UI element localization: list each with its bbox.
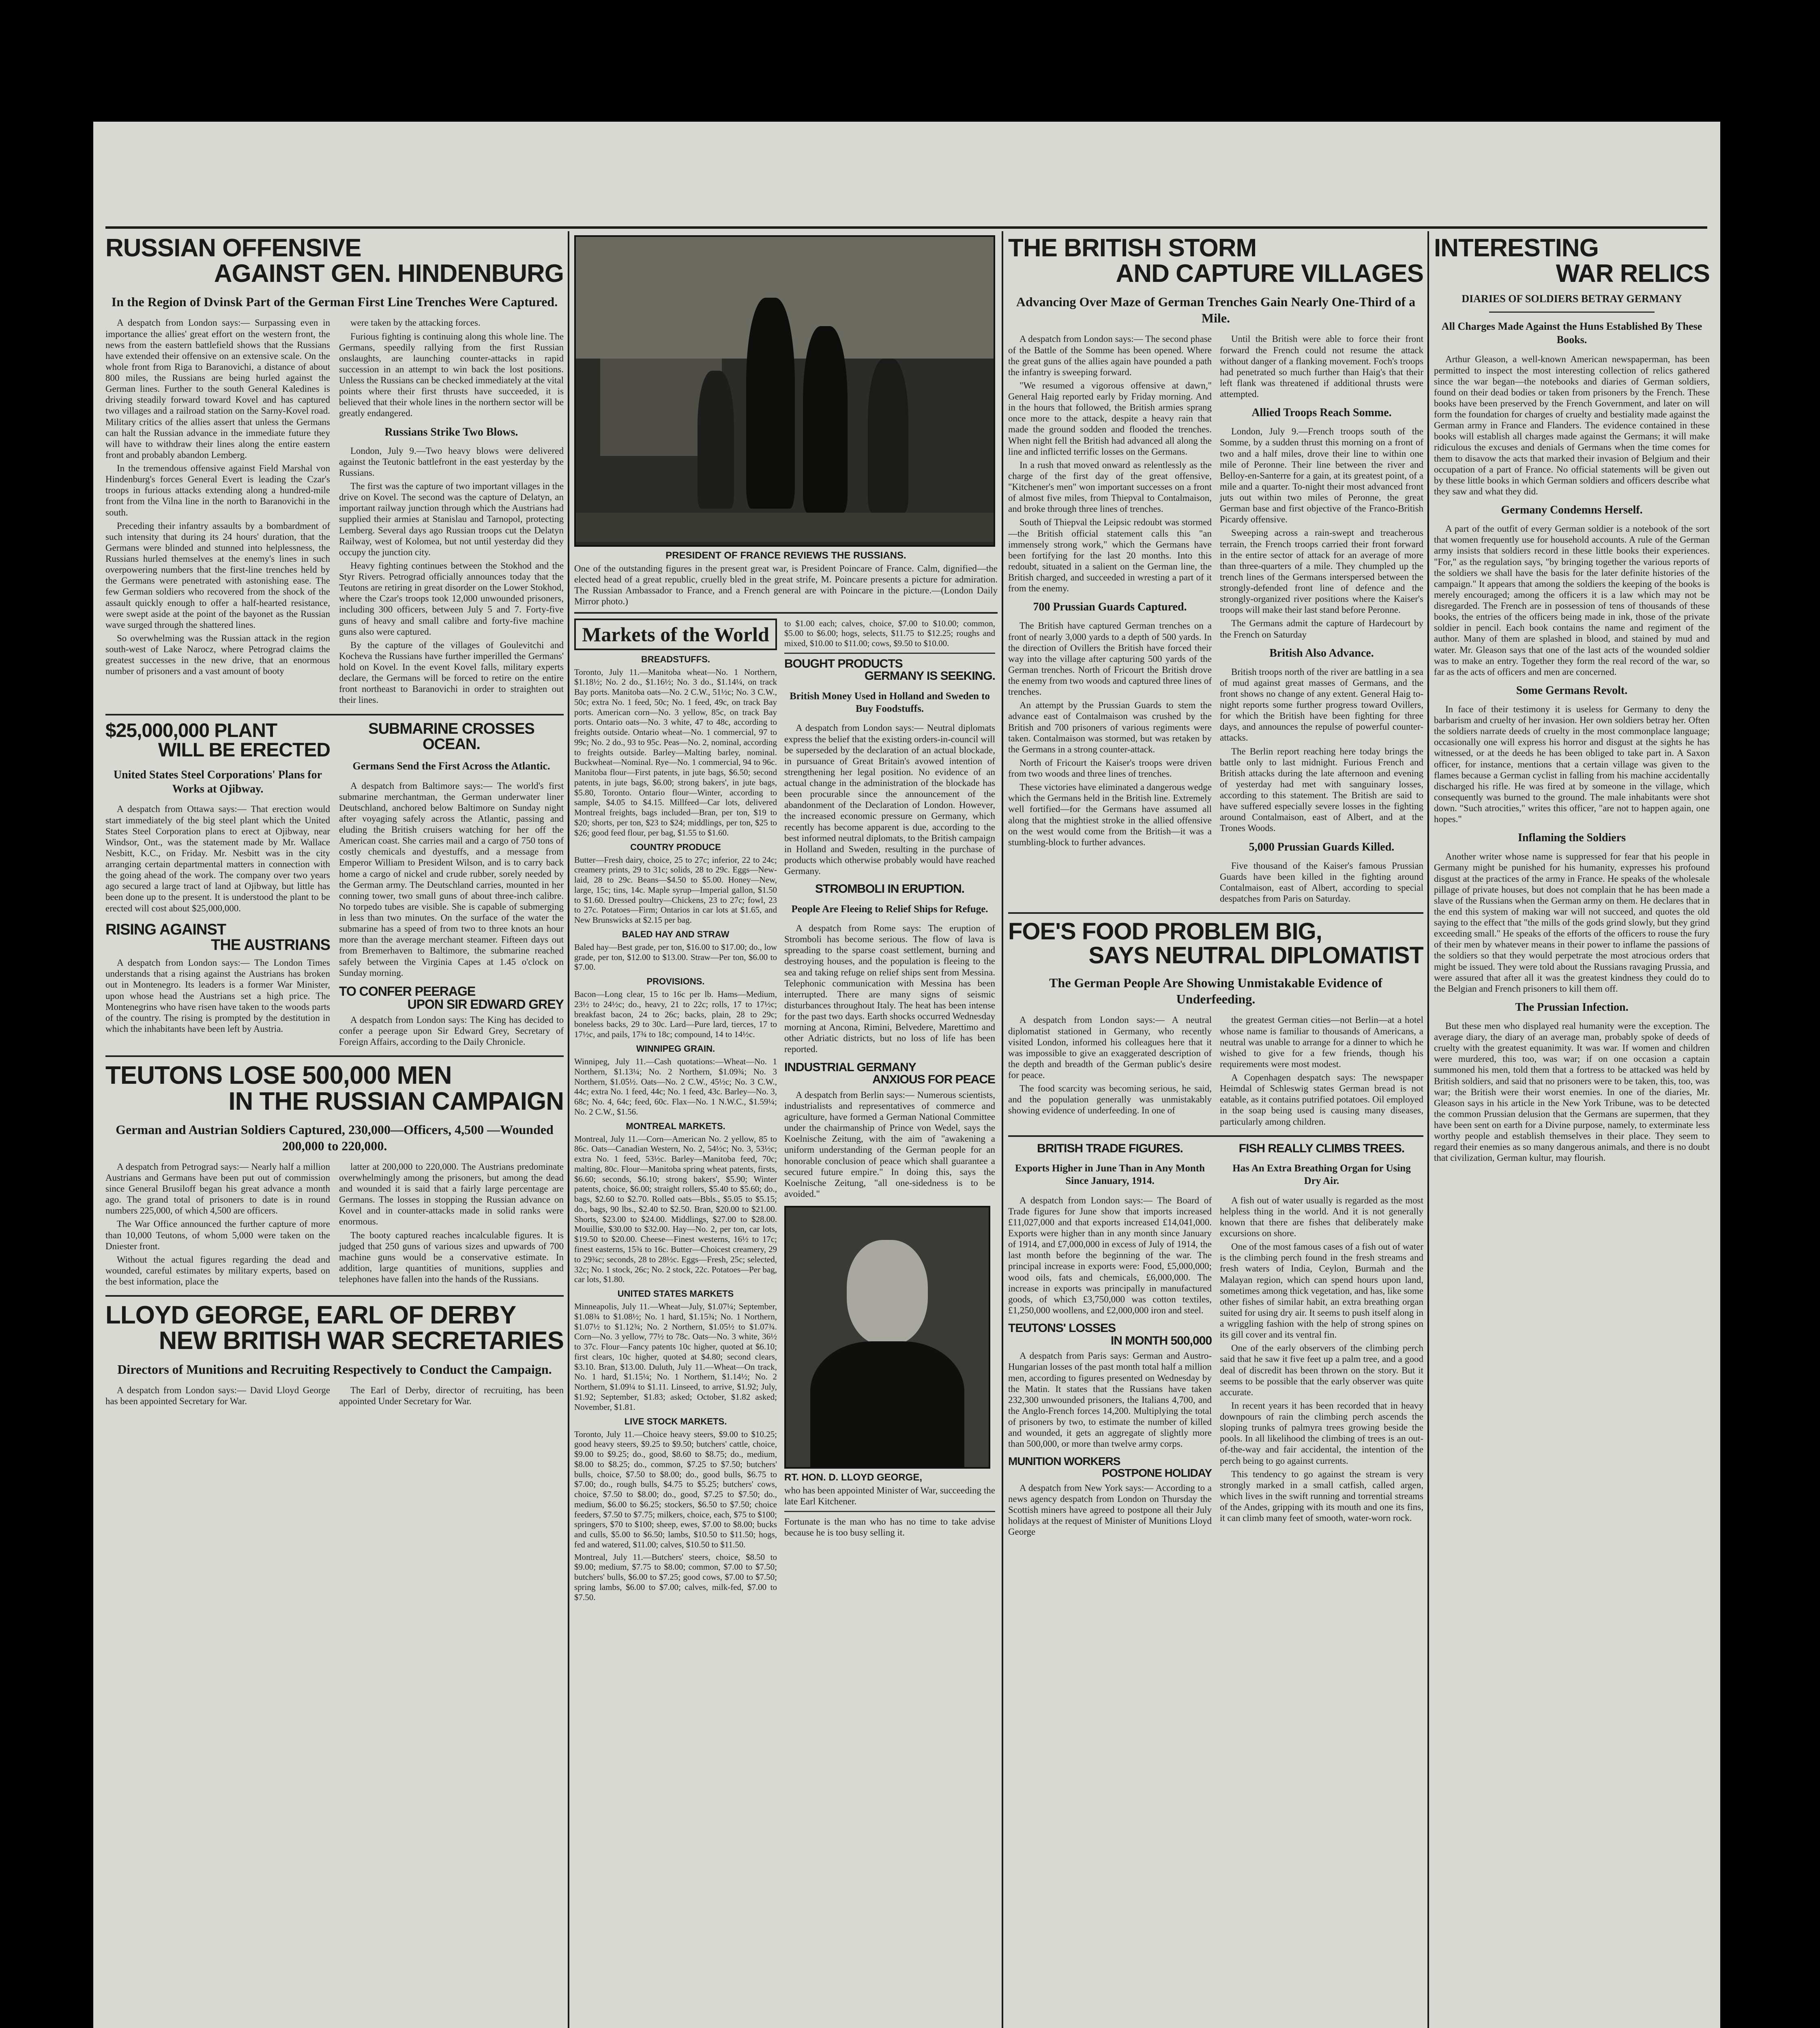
paragraph: Another writer whose name is suppressed for fear that his people in Germany might be punished for his humanity, expresses his profound disgust at the practices of the army in France. He speaks of the wholesale pillage of private houses, but does not complain that he has been made a slave of the Russians when the German army on them. He declares that in the end this system of making war will not succeed, and quotes the old saying to the effect that "the mills of the gods grind slowly, but they grind exceeding small." He speaks of the efforts of the officers to rouse the fury of their men by whatever means in their power to inflame the passions of the soldiers so that they would perpetrate the most atrocious orders that might be issued. They were told about the Russians ravaging Prussia, and were assured that after all it was the greatest kindness they could do to the Belgian and French prisoners to kill them off. [1434, 851, 1710, 994]
article-british-storm [1008, 235, 1423, 907]
paragraph: A part of the outfit of every German soldier is a notebook of the sort that women frequently use for household accounts. A rule of the German army insists that soldiers record in these little books their experiences. "For," as the regulation says, "by bringing together the various reports of the soldiers we shall have the basis for the later definite histories of the campaign." It appears that among the soldiers the keeping of the books is merely encouraged; among the officers it is a law which may not be disregarded. The French are in possession of tens of thousands of these books, the entries of the officers being made in ink, those of the private soldier in pencil. Each book contains the name and regiment of the author. Many of them are splashed in blood, and stained by mud and water. Mr. Gleason says that one of the last acts of the wounded soldier was to make an entry. Together they form the real record of the war, so far as the acts of officers and men are concerned. [1434, 524, 1710, 677]
market-text: Winnipeg, July 11.—Cash quotations:—Wheat—No. 1 Northern, $1.13¼; No. 2 Northern, $1.09¾; No. 3 Northern, $1.05½. Oats—No. 2 C.W., 45½c; No. 3 C.W., 44c; extra No. 1 feed, 44c; No. 1 feed, 43c. Barley—No. 3, 68c; No. 4, 64c; feed, 60c. Flax—No. 1 N.W.C., $1.59¼; No. 2 C.W., $1.56. [574, 1057, 777, 1117]
text-column [105, 1385, 330, 1409]
column-divider [1002, 231, 1003, 2028]
headline: BOUGHT PRODUCTS [784, 657, 903, 670]
headline: FISH REALLY CLIMBS TREES. [1238, 1141, 1405, 1155]
paragraph: A despatch from Baltimore says:— The world's first submarine merchantman, the German underwater liner Deutschland, anchored below Baltimore on Sunday night after voyaging safely across the Atlantic, passing and eluding the British cruisers watching for her off the American coast. She carries mail and a cargo of 750 tons of costly chemicals and dyestuffs, and a message from Emperor William to President Wilson, and is to carry back home a cargo of nickel and crude rubber, sorely needed by the German army. The Deutschland carries, mounted in her conning tower, two small guns of about three-inch calibre. No torpedo tubes are visible. She is capable of submerging in less than two minutes. On the surface of the water the submarine has a speed of from two to three knots an hour more than the average merchant steamer. Fifteen days out from Bremerhaven to Baltimore, the submarine reached safely between the Virginia Capes at 1.45 o'clock on Sunday morning. [339, 780, 564, 978]
subhead: Some Germans Revolt. [1516, 684, 1628, 697]
portrait-lloyd-george [784, 1206, 995, 1538]
headline: NEW BRITISH WAR SECRETARIES [159, 1327, 564, 1355]
article-peerage [339, 985, 564, 1048]
article-divider [574, 612, 998, 614]
article-lloyd-george [105, 1302, 564, 1409]
headline: INTERESTING [1434, 235, 1599, 262]
market-text: Baled hay—Best grade, per ton, $16.00 to $17.00; do., low grade, per ton, $12.00 to $13.00. Straw—Per ton, $6.00 to $7.00. [574, 942, 777, 972]
headline: UPON SIR EDWARD GREY [407, 997, 564, 1012]
article-fish-climbs [1220, 1143, 1423, 1524]
paragraph: British troops north of the river are battling in a sea of mud against great masses of Germans, and the front shows no change of any extent. General Haig to-night reports some further progress toward Ovillers, for which the British have been fighting for three days, and announces the repulse of powerful counter-attacks. [1220, 666, 1423, 743]
headline: LLOYD GEORGE, EARL OF DERBY [105, 1301, 516, 1330]
headline: BRITISH TRADE FIGURES. [1037, 1141, 1183, 1155]
text-column [1008, 1350, 1212, 1449]
paragraph: A despatch from Petrograd says:— Nearly half a million Austrians and Germans have been put out of commission since General Brusiloff began his great advance a month ago. The grand total of prisoners to date is in round numbers 225,000, of which 4,500 are officers. [105, 1161, 330, 1216]
portrait-caption: who has been appointed Minister of War, succeeding the late Earl Kitchener. [784, 1485, 995, 1507]
headline: SUBMARINE CROSSES OCEAN. [368, 720, 534, 753]
paragraph: "We resumed a vigorous offensive at dawn," General Haig reported early by Friday morning. And in the hours that followed, the British armies sprang once more to the attack, despite a heavy rain that made the ground sodden and flooded the trenches. When night fell the British had advanced all along the line and inflicted terrific losses on the Germans. [1008, 380, 1212, 457]
paragraph: In the tremendous offensive against Field Marshal von Hindenburg's forces General Evert is leading the Czar's troops in furious attacks extending along a hundred-mile front from the Vilna line in the north to Baranovichi in the south. [105, 463, 330, 518]
column-divider [568, 231, 569, 2028]
headline: STROMBOLI IN ERUPTION. [815, 882, 964, 896]
market-text: Butter—Fresh dairy, choice, 25 to 27c; inferior, 22 to 24c; creamery prints, 29 to 31c; solids, 28 to 29c. Eggs—New-laid, 28 to 29c. Beans—$4.50 to $5.00. Honey—New, large, 15c; tins, 14c. Maple syrup—Imperial gallon, $1.50 to $1.60. Dressed poultry—Chickens, 23 to 27c; fowl, 23 to 27c. Potatoes—Firm; Ontarios in car lots at $1.65, and New Brunswicks at $2.15 per bag. [574, 855, 777, 925]
portrait-caption-title: RT. HON. D. LLOYD GEORGE, [784, 1472, 923, 1483]
article-rising-austrians [105, 922, 330, 1034]
paragraph: So overwhelming was the Russian attack in the region south-west of Lake Narocz, where Petrograd claims the greatest successes in the new drive, that an enormous number of prisoners and a vast amount of booty [105, 633, 330, 677]
portrait-image [784, 1206, 990, 1469]
text-column [1008, 1482, 1212, 1538]
deck: In the Region of Dvinsk Part of the German First Line Trenches Were Captured. [111, 294, 558, 309]
column-divider [1427, 231, 1429, 2028]
deck: All Charges Made Against the Huns Established By These Books. [1441, 320, 1702, 346]
paragraph: A despatch from London says:— The London Times understands that a rising against the Austrians has broken out in Montenegro. Its leaders is a former War Minister, upon whose head the Austrians set a high price. The Montenegrins who have risen have taken to the woods parts of the country. The rising is prompted by the destitution in which the inhabitants have been left by Austria. [105, 958, 330, 1034]
headline: MUNITION WORKERS [1008, 1455, 1120, 1468]
paragraph: The Germans admit the capture of Hardecourt by the French on Saturday [1220, 618, 1423, 640]
paragraph: Heavy fighting continues between the Stokhod and the Styr Rivers. Petrograd officially announces today that the Teutons are retiring in great disorder on the Lower Stokhod, where the Czar's troops took 12,000 unwounded prisoners, including 300 officers, between July 5 and 7. Forty-five guns of heavy and small calibre and forty-five machine guns also were captured. [339, 560, 564, 637]
paragraph: A despatch from Rome says: The eruption of Stromboli has become serious. The flow of lava is spreading to the sparse coast settlement, burning and destroying houses, and the population is fleeing to the sea and taking refuge on relief ships sent from Messina. Telephonic communication with Messina has been interrupted. There are many signs of seismic disturbances throughout Italy. The heat has been intense for the past two days. Earth shocks occurred Wednesday morning at Ancona, Rimini, Belvedere, Marettimo and other Adriatic districts, but no loss of life has been reported. [784, 923, 995, 1055]
headline: TEUTONS' LOSSES [1008, 1321, 1116, 1335]
paragraph: The Earl of Derby, director of recruiting, has been appointed Under Secretary for War. [339, 1385, 564, 1406]
text-column [105, 1161, 330, 1289]
col2-right-subcolumn [784, 619, 995, 1603]
paragraph: Arthur Gleason, a well-known American newspaperman, has been permitted to inspect the most interesting collection of relics gathered since the war began—the notebooks and diaries of German soldiers, found on their dead bodies or taken from prisoners by the French. These books have been preserved by the French Government, and later on will form the foundation for charges of cruelty and bestiality made against the German army in France and Flanders. The evidence contained in these books will establish all charges made against the Germans; it will make ridiculous the excuses and denials of Germans when the time comes for them to disavow the acts that marked their invasion of Belgium and their occupation of a part of France. No official statements will be given out by these little books in which German soldiers and officers describe what they saw and what they did. [1434, 354, 1710, 496]
deck: DIARIES OF SOLDIERS BETRAY GERMANY [1462, 293, 1682, 305]
deck: Directors of Munitions and Recruiting Respectively to Conduct the Campaign. [117, 1362, 552, 1377]
paragraph: London, July 9.—Two heavy blows were delivered against the Teutonic battlefront in the east yesterday by the Russians. [339, 445, 564, 478]
headline: RISING AGAINST [105, 921, 226, 938]
market-text: Minneapolis, July 11.—Wheat—July, $1.07¼; September, $1.08¾ to $1.08½; No. 1 hard, $1.15¾; No. 1 Northern, $1.07½ to $1.12¾; No. 2 Northern, $1.05½ to $1.07¾. Corn—No. 3 yellow, 77½ to 78c. Oats—No. 3 white, 36½ to 37c. Flour—Fancy patents 10c higher, quoted at $6.10; first clears, 10c higher, quoted at $4.80; second clears, $3.10. Bran, $13.00. Duluth, July 11.—Wheat—On track, No. 1 hard, $1.15¼; No. 1 Northern, $1.14½; No. 2 Northern, $1.09¼ to $1.11. Linseed, to arrive, $1.92; July, $1.92; September, $1.83; asked; October, $1.82 asked; November, $1.81. [574, 1302, 777, 1412]
text-column [784, 722, 995, 877]
paragraph: North of Fricourt the Kaiser's troops were driven from two woods and three lines of trenches. [1008, 757, 1212, 779]
subhead: The Prussian Infection. [1515, 1001, 1629, 1014]
paragraph: These victories have eliminated a dangerous wedge which the Germans held in the British line. Extremely well fortified—for the Germans have assumed all along that the mightiest stroke in the allied offensive on the west would come from the British—it was a stumbling-block to further advances. [1008, 782, 1212, 847]
photo-president-france [574, 235, 998, 607]
headline: INDUSTRIAL GERMANY [784, 1060, 916, 1074]
photo-image [574, 235, 995, 547]
deck: British Money Used in Holland and Sweden to Buy Foodstuffs. [790, 690, 990, 715]
paragraph: A despatch from Paris says: German and Austro-Hungarian losses of the past month total half a million men, according to figures presented on Wednesday by the Matin. It states that the Russians have taken 232,300 unwounded prisoners, the Italians 4,700, and the Anglo-French forces 14,200. Multiplying the total of prisoners by two, to estimate the number of killed and wounded, it gets an aggregate of slightly more than 500,000, or more than twelve army corps. [1008, 1351, 1212, 1449]
right-subcolumn [339, 721, 564, 1050]
text-column [1008, 333, 1212, 907]
paragraph: But these men who displayed real humanity were the exception. The average diary, the diary of an average man, probably spoke of deeds of cruelty with the greatest equanimity. It was war. If women and children were murdered, this too, was war; if on one occasion a captain summoned his men, told them that a fortress to be attacked was held by British soldiers, and said that no prisoners were to be taken, this, too, was war; the British were their worst enemies. In one of the diaries, Mr. Gleason says in his article in the New York Tribune, was to be detected the common Prussian delusion that the Germans are supermen, that they have been sent on earth for a Divine purpose, namely, to exterminate less worthy people and establish themselves in their place. They seem to regard their enemies as so many dangerous animals, and there is no doubt that civilization, German kultur, may flourish. [1434, 1020, 1710, 1163]
text-column [339, 317, 564, 708]
headline: AGAINST GEN. HINDENBURG [214, 260, 564, 288]
photo-title: PRESIDENT OF FRANCE REVIEWS THE RUSSIANS. [665, 550, 906, 561]
paragraph: Sweeping across a rain-swept and treacherous terrain, the French troops carried their front forward in the entire sector of attack for an average of more than three-quarters of a mile. They chumpled up the trench lines of the Germans interspersed between the strongly-defended front line of defence and the strongly-organized river positions where the Kaiser's troops will make their last stand before Peronne. [1220, 528, 1423, 615]
paragraph: The British have captured German trenches on a front of nearly 3,000 yards to a depth of 500 yards. In the direction of Ovillers the British have forced their way into the village after capturing 500 yards of the German trenches. North of Fricourt the British drove the enemy from two woods and captured three lines of trenches. [1008, 621, 1212, 697]
text-column [105, 957, 330, 1034]
text-column [784, 1089, 995, 1199]
deck: The German People Are Showing Unmistakable Evidence of Underfeeding. [1049, 975, 1382, 1007]
article-russian-offensive [105, 235, 564, 708]
headline: SAYS NEUTRAL DIPLOMATIST [1088, 942, 1423, 969]
headline: GERMANY IS SEEKING. [864, 669, 995, 683]
paragraph: The food scarcity was becoming serious, he said, and the population generally was unmistakably showing evidence of underfeeding. In one of [1008, 1083, 1212, 1116]
paragraph: An attempt by the Prussian Guards to stem the advance east of Contalmaison was crushed by the British and 700 prisoners of various regiments were taken. Contalmaison was stormed, but was retaken by the Germans in a strong counter-attack. [1008, 700, 1212, 754]
paragraph: One of the most famous cases of a fish out of water is the climbing perch found in the fresh streams and fresh waters of India, Ceylon, Burmah and the Malayan region, which can spend hours upon land, sometimes among thick vegetation, and has, like some other fishes of similar habit, an extra breathing organ suited for using dry air. It seems to push itself along in a wriggling fashion with the help of strong spines on its gill cover and its ventral fin. [1220, 1242, 1423, 1340]
deck: United States Steel Corporations' Plans for Works at Ojibway. [113, 769, 322, 796]
paragraph: The War Office announced the further capture of more than 10,000 Teutons, of whom 5,000 were taken on the Dniester front. [105, 1219, 330, 1251]
market-subhead: BREADSTUFFS. [641, 654, 710, 664]
paragraph: A despatch from London says:— The Board of Trade figures for June show that imports increased £11,027,000 and that exports increased £14,041,000. Exports were higher than in any month since January of 1914, and £7,000,000 in excess of July of 1914, the last month before the beginning of the war. The principal increase in exports were: Food, £5,000,000; wood oils, fats and chemicals, £6,000,000. The increase in exports was principally in manufactured goods, of which £3,750,000 was cotton textiles, £1,250,000 woollens, and £2,000,000 iron and steel. [1008, 1195, 1212, 1315]
article-divider [105, 1055, 564, 1057]
headline: IN MONTH 500,000 [1110, 1334, 1212, 1347]
paragraph: The first was the capture of two important villages in the drive on Kovel. The second was the capture of Delatyn, an important railway junction through which the Austrians had supplied their armies at Stanislau and Tarnopol, protecting Lemberg. Several days ago Russian troops cut the Delatyn Railway, west of Kolomea, but not until yesterday did they occupy the junction city. [339, 481, 564, 557]
headline: THE AUSTRIANS [211, 937, 330, 954]
article-divider [1008, 912, 1423, 914]
text-column [339, 1161, 564, 1289]
column-4 [1434, 235, 1710, 2028]
paragraph: A despatch from London says:— Neutral diplomats express the belief that the existing orders-in-council will be superseded by the declaration of an actual blockade, in pursuance of Great Britain's avowed intention of strengthening her legal position. No evidence of an actual change in the administration of the blockade has been procurable since the announcement of the abandonment of the Declaration of London. However, the increased economic pressure on Germany, which recently has become apparent is due, according to the best informed neutral diplomats, to the British campaign in Holland and Sweden, resulting in the purchase of products which otherwise probably would have reached Germany. [784, 723, 995, 877]
paragraph: In recent years it has been recorded that in heavy downpours of rain the climbing perch ascends the sloping trunks of palmyra trees growing beside the pools. In all likelihood the climbing of trees is an out-of-the-way and fair accidental, the intention of the perch being to go against currents. [1220, 1400, 1423, 1466]
article-stromboli [784, 883, 995, 1055]
text-column [339, 1014, 564, 1047]
subhead: Allied Troops Reach Somme. [1251, 406, 1392, 419]
deck: People Are Fleeing to Relief Ships for Refuge. [791, 903, 988, 915]
left-subcolumn [105, 721, 330, 1050]
paragraph: A despatch from Berlin says:— Numerous scientists, industrialists and representatives of commerce and agriculture, have formed a German National Committee under the chairmanship of Prince von Wedel, says the Koelnische Zeitung, with the aim of "awakening a uniform understanding of the German people for an honorable conclusion of peace which shall guarantee a secured future empire." In doing this, says the Koelnische Zeitung, "all one-sidedness is to be avoided." [784, 1089, 995, 1199]
headline: WAR RELICS [1556, 260, 1710, 288]
headline: TO CONFER PEERAGE [339, 984, 476, 999]
paragraph: A despatch from Ottawa says:— That erection would start immediately of the big steel plant which the United States Steel Corporation plans to erect at Ojibway, near Windsor, Ont., was the statement made by Mr. Wallace Nesbitt, K.C., on Friday. Mr. Nesbitt was in the city arranging certain departmental matters in connection with the going ahead of the work. The company over two years ago secured a large tract of land at Ojibway, but little has been done up to the present. It is understood the plant to be erected will cost about $25,000,000. [105, 804, 330, 913]
paragraph: South of Thiepval the Leipsic redoubt was stormed—the British official statement calls this "an immensely strong work," which the Germans have been fortifying for the last 20 months. Into this redoubt, situated in a salient on the German line, the British charged, and succeeded in wresting a part of it from the enemy. [1008, 517, 1212, 594]
paragraph: Without the actual figures regarding the dead and wounded, careful estimates by military experts, based on the best information, place the [105, 1254, 330, 1287]
paragraph: Five thousand of the Kaiser's famous Prussian Guards have been killed in the fighting around Contalmaison, east of Albert, according to special despatches from Paris on Saturday. [1220, 860, 1423, 904]
paragraph: One of the early observers of the climbing perch said that he saw it five feet up a palm tree, and a good deal of discredit has been thrown on the story. But it seems to be possible that the early observer was quite accurate. [1220, 1343, 1423, 1397]
paragraph: By the capture of the villages of Goulevitchi and Kocheva the Russians have further imperilled the Germans' hold on Kovel. In the event Kovel falls, military experts declare, the Germans will be forced to retire on the entire front northeast to Baranovichi in order to straighten out their lines. [339, 640, 564, 705]
column-1 [105, 235, 564, 2028]
column-2 [574, 235, 998, 2028]
paragraph: A despatch from London says: The King has decided to confer a peerage upon Sir Edward Grey, Secretary of Foreign Affairs, according to the Daily Chronicle. [339, 1015, 564, 1047]
article-teutons-losses [1008, 1322, 1212, 1449]
headline: ANXIOUS FOR PEACE [872, 1073, 995, 1087]
text-column [1008, 1195, 1212, 1316]
paragraph: London, July 9.—French troops south of the Somme, by a sudden thrust this morning on a front of two and a half miles, drove their line to within one mile of Peronne. Their line between the river and Belloy-en-Santerre for a gain, at its greatest point, of a mile and a quarter. To-night their most advanced front juts out within two miles of Peronne, the great German base and first objective of the Franco-British Picardy offensive. [1220, 426, 1423, 525]
subhead: 700 Prussian Guards Captured. [1033, 601, 1187, 614]
market-text: Bacon—Long clear, 15 to 16c per lb. Hams—Medium, 23½ to 24½c; do., heavy, 21 to 22c; rolls, 17 to 17½c; breakfast bacon, 24 to 26c; backs, plain, 28 to 29c; boneless backs, 29 to 30c. Lard—Pure lard, tierces, 17 to 17½c, and pails, 17¾ to 18c; compound, 14 to 14½c. [574, 989, 777, 1040]
text-column [339, 1385, 564, 1409]
headline: IN THE RUSSIAN CAMPAIGN [228, 1087, 564, 1115]
market-text: to $1.00 each; calves, choice, $7.00 to $10.00; common, $5.00 to $6.00; hogs, selects, $11.75 to $12.25; roughs and mixed, $10.00 to $11.00; cows, $9.50 to $10.00. [784, 618, 995, 649]
subhead: Russians Strike Two Blows. [384, 425, 518, 438]
headline: AND CAPTURE VILLAGES [1116, 260, 1423, 288]
paragraph: Until the British were able to force their front forward the French could not resume the attack without danger of a flanking movement. Foch's troops had penetrated so much further than Haig's that their left flank was threatened if additional thrusts were attempted. [1220, 334, 1423, 400]
market-subhead: UNITED STATES MARKETS [617, 1289, 734, 1299]
deck: Advancing Over Maze of German Trenches Gain Nearly One-Third of a Mile. [1016, 294, 1416, 326]
paragraph: The Berlin report reaching here today brings the battle only to last midnight. Furious French and British attacks during the late afternoon and evening of yesterday had met with sanguinary losses, according to this statement. The British are said to have suffered especially severe losses in the fighting around Contalmaison, east of Albert, and at the Trones Woods. [1220, 746, 1423, 834]
text-column [784, 923, 995, 1055]
headline: POSTPONE HOLIDAY [1102, 1466, 1212, 1479]
paragraph: A fish out of water usually is regarded as the most helpless thing in the world. And it is not generally known that there are fishes that deliberately make excursions on shore. [1220, 1195, 1423, 1239]
paragraph: A despatch from London says:— The second phase of the Battle of the Somme has been opened. Where the great guns of the allies again have pounded a path the infantry is sweeping forward. [1008, 334, 1212, 377]
paragraph: A despatch from London says:— David Lloyd George has been appointed Secretary for War. [105, 1385, 330, 1406]
article-divider [105, 1295, 564, 1297]
deck: German and Austrian Soldiers Captured, 230,000—Officers, 4,500 —Wounded 200,000 to 220,000. [116, 1122, 554, 1153]
subhead: Inflaming the Soldiers [1517, 831, 1626, 844]
text-column [105, 803, 330, 913]
market-text: Toronto, July 11.—Choice heavy steers, $9.00 to $10.25; good heavy steers, $9.25 to $9.50; butchers' cattle, choice, $9.00 to $9.25; do., good, $8.60 to $8.75; do., medium, $8.00 to $8.25; do., common, $7.25 to $7.50; butchers' bulls, choice, $7.50 to $8.00; do., good bulls, $6.75 to $7.00; do., rough bulls, $4.75 to $5.25; butchers' cows, choice, $7.50 to $8.00; do., good, $7.25 to $7.50; do., medium, $6.00 to $6.25; stockers, $6.50 to $7.50; choice feeders, $7.50 to $7.75; milkers, choice, each, $75 to $100; springers, $70 to $100; sheep, ewes, $7.00 to $8.00; bucks and culls, $5.00 to $6.50; lambs, $10.50 to $11.50; hogs, fed and watered, $11.00; calves, $10.50 to $11.50. [574, 1429, 777, 1549]
article-divider [1008, 1135, 1423, 1137]
deck: Germans Send the First Across the Atlantic. [352, 760, 550, 772]
text-column [1008, 1014, 1212, 1129]
paragraph: were taken by the attacking forces. [350, 318, 481, 328]
market-subhead: PROVISIONS. [646, 976, 705, 987]
paragraph: latter at 200,000 to 220,000. The Austrians predominate overwhelmingly among the prisoners, but among the dead and wounded it is said that a fairly large percentage are Germans. The losses in stopping the Russian advance on Kovel and in counter-attacks made in solid ranks were enormous. [339, 1161, 564, 1227]
article-industrial-germany [784, 1061, 995, 1199]
newspaper-page [93, 122, 1720, 2028]
col3-left-subcolumn [1008, 1143, 1212, 1540]
paragraph: Preceding their infantry assaults by a bombardment of such intensity that during its 24 hours' duration, that the Germans were blinded and stunned into helplessness, the Russians hurled themselves at the enemy's lines in such overpowering numbers that the first-line trenches held by the Germans were penetrated with astonishing ease. The few German soldiers who recovered from the shock of the assault quickly enough to offer a half-hearted resistance, were swept aside at the point of the bayonet as the Russian wave surged through the shattered lines. [105, 520, 330, 630]
text-column [1434, 354, 1710, 1163]
markets-title: Markets of the World [574, 619, 777, 650]
column-3 [1008, 235, 1423, 2028]
market-text: Toronto, July 11.—Manitoba wheat—No. 1 Northern, $1.18½; No. 2 do., $1.16½; No. 3 do., $1.14¼, on track Bay ports. Manitoba oats—No. 2 C.W., 51½c; No. 3 C.W., 50c; extra No. 1 feed, 50c; No. 1 feed, 49c, on track Bay ports. American corn—No. 3 yellow, 85c, on track Bay ports. Ontario oats—No. 3 white, 47 to 48c, according to freights outside. Ontario wheat—No. 1 commercial, 97 to 99c; No. 2 do., 93 to 95c. Peas—No. 2, nominal, according to freights outside. Barley—Malting barley, nominal. Buckwheat—Nominal. Rye—No. 1 commercial, 94 to 96c. Manitoba flour—First patents, in jute bags, $6.50; second patents, in jute bags, $6.00; strong bakers', in jute bags, $5.80, Toronto. Ontario flour—Winter, according to sample, $4.05 to $4.15. Millfeed—Car lots, delivered Montreal freights, bags included—Bran, per ton, $19 to $20; shorts, per ton, $23 to $24; middlings, per ton, $25 to $26; good feed flour, per bag, $1.55 to $1.60. [574, 667, 777, 838]
article-foe-food [1008, 919, 1423, 1130]
text-column [1220, 333, 1423, 907]
subhead: British Also Advance. [1269, 647, 1374, 660]
article-trade-figures [1008, 1143, 1212, 1316]
headline: $25,000,000 PLANT [105, 720, 277, 741]
headline: THE BRITISH STORM [1008, 235, 1257, 262]
article-divider [105, 714, 564, 715]
filler-quip: Fortunate is the man who has no time to take advise because he is too busy selling it. [784, 1517, 995, 1538]
market-text: Montreal, July 11.—Corn—American No. 2 yellow, 85 to 86c. Oats—Canadian Western, No. 2, 54½c; No. 3, 53½c; extra No. 1 feed, 53½c. Barley—Manitoba feed, 70c; malting, 80c. Flour—Manitoba spring wheat patents, firsts, $6.60; seconds, $6.10; strong bakers', $5.90; Winter patents, choice, $6.00; straight rollers, $5.40 to $5.60; do., bags, $2.60 to $2.70. Rolled oats—Bbls., $5.05 to $5.15; do., bags, 90 lbs., $2.40 to $2.50. Bran, $20.00 to $21.00. Shorts, $23.00 to $24.00. Middlings, $27.00 to $28.00. Mouillie, $30.00 to $32.00. Hay—No. 2, per ton, car lots, $19.50 to $20.00. Cheese—Finest westerns, 16½ to 17c; finest easterns, 15¾ to 16c. Butter—Choicest creamery, 29 to 29¾c; seconds, 28 to 28½c. Eggs—Fresh, 25c; selected, 32c; No. 1 stock, 26c; No. 2 stock, 22c. Potatoes—Per bag, car lots, $1.80. [574, 1134, 777, 1285]
text-column [105, 317, 330, 708]
paragraph: This tendency to go against the stream is very strongly marked in a small catfish, called argen, which lives in the swift running and torrential streams of the Andes, gripping with its mouth and one its fins, it can climb many feet of smooth, water-worn rock. [1220, 1469, 1423, 1523]
paragraph: A despatch from New York says:— According to a news agency despatch from London on Thursday the Scottish miners have agreed to postpone all their July holidays at the request of Minister of Munitions Lloyd George [1008, 1482, 1212, 1537]
paragraph: Furious fighting is continuing along this whole line. The Germans, speedily rallying from the first Russian onslaughts, are launching counter-attacks in rapid succession in an attempt to win back the lost positions. Unless the Russians can be checked immediately at the vital points where their first thrusts have succeeded, it is believed that their whole lines in the northern sector will be greatly endangered. [339, 331, 564, 419]
paragraph: A despatch from London says:— A neutral diplomatist stationed in Germany, who recently visited London, informed his colleagues here that it was impossible to give an exaggerated description of the depth and breadth of the German public's desire for peace. [1008, 1015, 1212, 1080]
subhead: 5,000 Prussian Guards Killed. [1249, 840, 1395, 853]
market-subhead: WINNIPEG GRAIN. [636, 1044, 715, 1054]
markets-section [574, 619, 777, 1603]
market-text: Montreal, July 11.—Butchers' steers, choice, $8.50 to $9.00; medium, $7.75 to $8.00; common, $7.00 to $7.50; butchers' bulls, $6.00 to $7.25; good cows, $7.00 to $7.50; spring lambs, $6.00 to $7.00; calves, milk-fed, $7.00 to $7.50. [574, 1552, 777, 1602]
text-column [1220, 1195, 1423, 1524]
paragraph: In face of their testimony it is useless for Germany to deny the barbarism and cruelty of her invasion. Her own soldiers betray her. Often the soldiers narrate deeds of cruelty in the most commonplace language; occasionally one will express his horror and disgust at the sights he has witnessed, or at the deeds he has been obliged to take part in. A Saxon officer, for instance, mentions that a certain village was given to the flames because a German cyclist in falling from his machine accidentally discharged his rifle. He was fired at by someone in the village, which consequently was burned to the ground. The male inhabitants were shot down. "Such atrocities," writes this officer, "are not to happen again, one hopes." [1434, 704, 1710, 825]
headline: TEUTONS LOSE 500,000 MEN [105, 1061, 452, 1090]
paragraph: A despatch from London says:— Surpassing even in importance the allies' great effort on the western front, the news from the eastern battlefield shows that the Russians have extended their offensive on an extensive scale. On the whole front from Riga to Baranovichi, a distance of about 800 miles, the Russians are being hurled against the German lines. Further to the south General Kaledines is driving steadily forward toward Kovel and has captured two villages and a railroad station on the Sarny-Kovel road. Military critics of the allies assert that unless the Germans can halt the Russian advance in the immediate future they will have to withdraw their lines along the entire eastern front and probably abandon Lemberg. [105, 318, 330, 460]
paragraph: In a rush that moved onward as relentlessly as the charge of the first day of the great offensive, "Kitchener's men" won important successes on a front of almost five miles, from Thiepval to Contalmaison, and broke through three lines of trenches. [1008, 460, 1212, 514]
headline: WILL BE ERECTED [158, 739, 330, 761]
market-subhead: BALED HAY AND STRAW [622, 929, 730, 939]
paragraph: A Copenhagen despatch says: The newspaper Heimdal of Schleswig states German bread is not eatable, as it contains putrified potatoes. Oil employed in the soap being used is causing many diseases, particularly among children. [1220, 1072, 1423, 1127]
text-column [1220, 1014, 1423, 1129]
article-teutons-lose [105, 1063, 564, 1289]
article-submarine [339, 721, 564, 978]
text-column [339, 780, 564, 978]
paragraph: The booty captured reaches incalculable figures. It is judged that 250 guns of various sizes and upwards of 700 machine guns would be a conservative estimate. In addition, large quantities of munitions, supplies and telephones have fallen into the hands of the Russians. [339, 1230, 564, 1285]
article-bought-products [784, 658, 995, 877]
deck: Has An Extra Breathing Organ for Using Dry Air. [1232, 1163, 1411, 1187]
market-subhead: MONTREAL MARKETS. [626, 1121, 725, 1131]
headline: RUSSIAN OFFENSIVE [105, 235, 361, 262]
market-subhead: COUNTRY PRODUCE [630, 842, 721, 852]
article-war-relics [1434, 235, 1710, 1164]
article-munition-workers [1008, 1456, 1212, 1537]
col3-right-subcolumn [1220, 1143, 1423, 1540]
paragraph: the greatest German cities—not Berlin—at a hotel whose name is familiar to thousands of Americans, a neutral was unable to arrange for a dinner to which he wished to give for a few friends, though his requirements were most modest. [1220, 1015, 1423, 1069]
article-steel-plant [105, 721, 330, 914]
headline: FOE'S FOOD PROBLEM BIG, [1008, 918, 1322, 945]
market-subhead: LIVE STOCK MARKETS. [624, 1416, 727, 1426]
masthead-rule [105, 226, 1707, 229]
subhead: Germany Condemns Herself. [1501, 504, 1643, 517]
deck: Exports Higher in June Than in Any Month Since January, 1914. [1015, 1163, 1205, 1187]
photo-caption: One of the outstanding figures in the present great war, is President Poincare of France. Calm, dignified—the elected head of a great republic, cruelly bled in the great strife, M. Poincare presents a picture for admiration. The Russian Ambassador to France, and a French general are with Poincare in the picture.—(London Daily Mirror photo.) [574, 563, 998, 607]
